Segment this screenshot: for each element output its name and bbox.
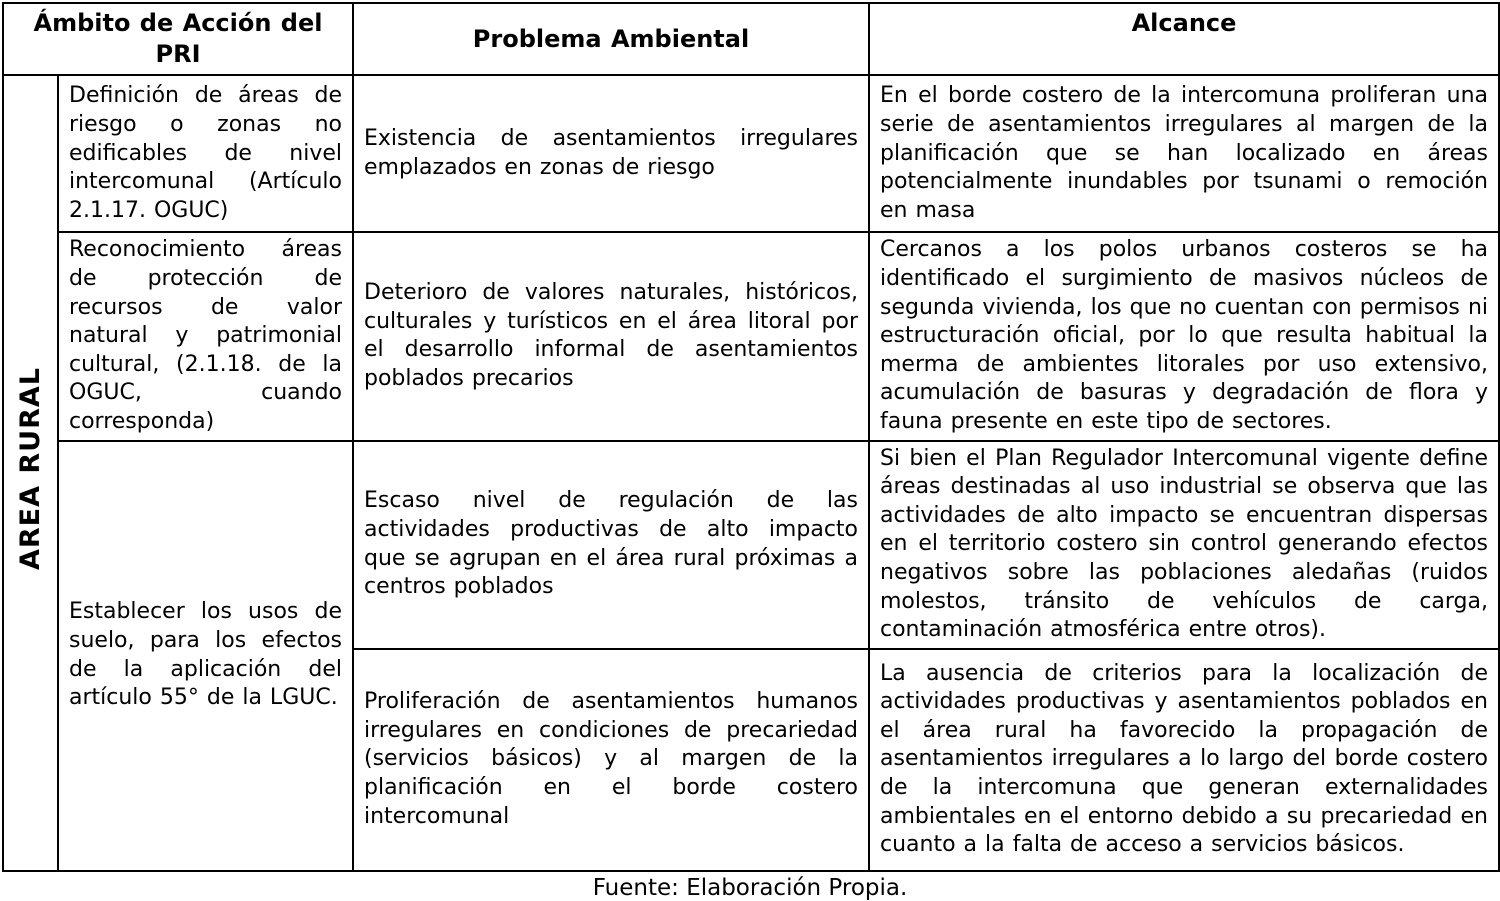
table-header-row	[3, 3, 1499, 75]
alcance-cell-1: En el borde costero de la intercomuna proliferan una serie de asentamientos irregulares al margen de la planificación que se han localizado en áreas potencialmente inundables por tsunami o remoción en masa	[869, 75, 1499, 232]
ambito-cell-1: Definición de áreas de riesgo o zonas no edificables de nivel intercomunal (Artículo 2.1.17. OGUC)	[58, 75, 353, 232]
table-row	[3, 232, 1499, 440]
problema-cell-3: Escaso nivel de regulación de las actividades productivas de alto impacto que se agrupan en el área rural próximas a centros poblados	[353, 441, 869, 649]
alcance-cell-2: Cercanos a los polos urbanos costeros se ha identificado el surgimiento de masivos núcleos de segunda vivienda, los que no cuentan con permisos ni estructuración oficial, por lo que resulta habitual la merma de ambientes litorales por uso extensivo, acumulación de basuras y degradación de flora y fauna presente en este tipo de sectores.	[869, 232, 1499, 440]
table-row	[3, 75, 1499, 232]
area-rural-cell	[3, 75, 58, 870]
problema-cell-2: Deterioro de valores naturales, históricos, culturales y turísticos en el área litoral por el desarrollo informal de asentamientos poblados precarios	[353, 232, 869, 440]
problema-cell-1: Existencia de asentamientos irregulares emplazados en zonas de riesgo	[353, 75, 869, 232]
problema-cell-4: Proliferación de asentamientos humanos irregulares en condiciones de precariedad (servicios básicos) y al margen de la planificación en el borde costero intercomunal	[353, 649, 869, 871]
header-problema: Problema Ambiental	[353, 3, 869, 75]
ambito-cell-3: Establecer los usos de suelo, para los efectos de la aplicación del artículo 55° de la LGUC.	[58, 441, 353, 871]
alcance-cell-3: Si bien el Plan Regulador Intercomunal vigente define áreas destinadas al uso industrial se observa que las actividades de alto impacto se encuentran dispersas en el territorio costero sin control generando efectos negativos sobre las poblaciones aledañas (ruidos molestos, tránsito de vehículos de carga, contaminación atmosférica entre otros).	[869, 441, 1499, 649]
source-caption: Fuente: Elaboración Propia.	[592, 874, 908, 901]
pri-environmental-table	[2, 2, 1500, 872]
header-ambito: Ámbito de Acción del PRI	[3, 3, 353, 75]
ambito-cell-2: Reconocimiento áreas de protección de recursos de valor natural y patrimonial cultural, (2.1.18. de la OGUC, cuando corresponda)	[58, 232, 353, 440]
table-row	[3, 441, 1499, 649]
header-alcance: Alcance	[869, 3, 1499, 75]
area-rural-label: AREA RURAL	[14, 367, 46, 571]
alcance-cell-4: La ausencia de criterios para la localización de actividades productivas y asentamientos poblados en el área rural ha favorecido la propagación de asentamientos irregulares a lo largo del borde costero de la intercomuna que generan externalidades ambientales en el entorno debido a su precariedad en cuanto a la falta de acceso a servicios básicos.	[869, 649, 1499, 871]
